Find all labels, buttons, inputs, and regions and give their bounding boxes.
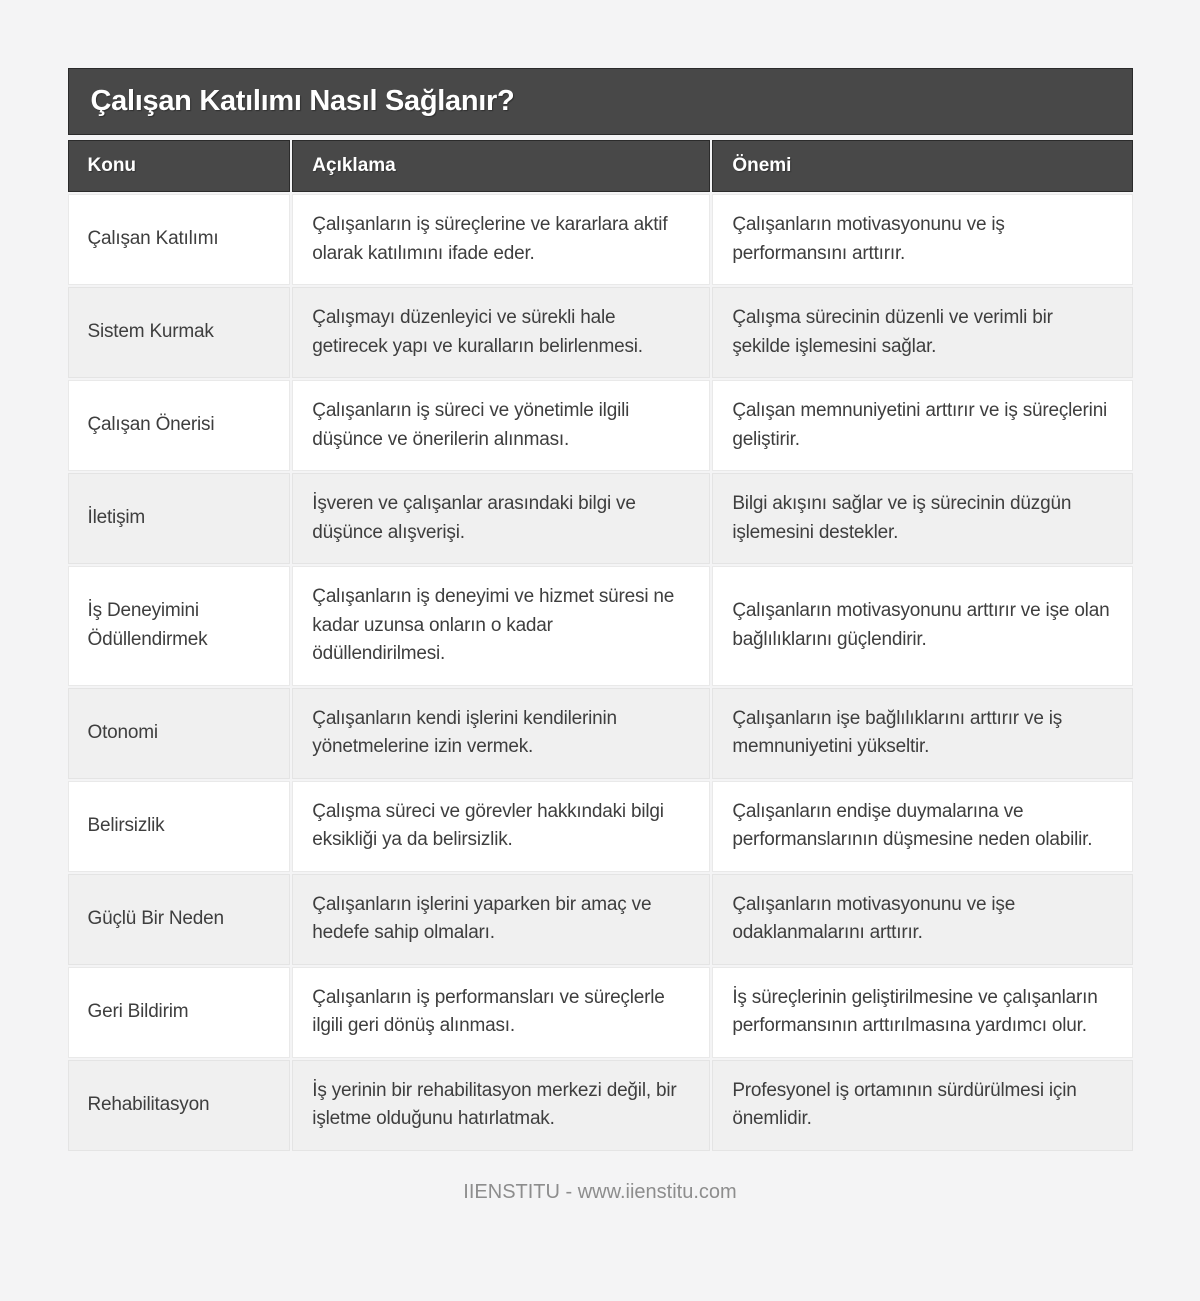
table-row: [68, 781, 1133, 872]
cell-konu: Geri Bildirim: [68, 967, 291, 1058]
cell-aciklama: İşveren ve çalışanlar arasındaki bilgi ve düşünce alışverişi.: [292, 473, 710, 564]
cell-aciklama: Çalışanların iş süreçlerine ve kararlara aktif olarak katılımını ifade eder.: [292, 194, 710, 285]
column-header-konu: Konu: [68, 140, 291, 192]
column-header-onemi: Önemi: [712, 140, 1132, 192]
cell-onemi: Bilgi akışını sağlar ve iş sürecinin düzgün işlemesini destekler.: [712, 473, 1132, 564]
cell-onemi: Çalışanların işe bağlılıklarını arttırır ve iş memnuniyetini yükseltir.: [712, 688, 1132, 779]
cell-onemi: Çalışanların motivasyonunu ve işe odaklanmalarını arttırır.: [712, 874, 1132, 965]
footer-credit: IIENSTITU - www.iienstitu.com: [463, 1180, 737, 1203]
table-row: [68, 688, 1133, 779]
cell-onemi: Çalışan memnuniyetini arttırır ve iş süreçlerini geliştirir.: [712, 380, 1132, 471]
table-row: [68, 287, 1133, 378]
header-row: [68, 140, 1133, 192]
cell-aciklama: Çalışanların iş süreci ve yönetimle ilgili düşünce ve önerilerin alınması.: [292, 380, 710, 471]
page-title: Çalışan Katılımı Nasıl Sağlanır?: [90, 85, 515, 117]
cell-aciklama: Çalışanların işlerini yaparken bir amaç ve hedefe sahip olmaları.: [292, 874, 710, 965]
table-row: [68, 473, 1133, 564]
cell-aciklama: Çalışma süreci ve görevler hakkındaki bilgi eksikliği ya da belirsizlik.: [292, 781, 710, 872]
cell-konu: Çalışan Katılımı: [68, 194, 291, 285]
table-row: [68, 1060, 1133, 1151]
cell-konu: Otonomi: [68, 688, 291, 779]
cell-onemi: Profesyonel iş ortamının sürdürülmesi için önemlidir.: [712, 1060, 1132, 1151]
cell-konu: Belirsizlik: [68, 781, 291, 872]
table-row: [68, 566, 1133, 686]
cell-aciklama: Çalışanların iş deneyimi ve hizmet süresi ne kadar uzunsa onların o kadar ödüllendirilmesi.: [292, 566, 710, 686]
table-title-bar: [68, 68, 1133, 135]
column-header-aciklama: Açıklama: [292, 140, 710, 192]
cell-konu: Güçlü Bir Neden: [68, 874, 291, 965]
table-row: [68, 874, 1133, 965]
table-row: [68, 194, 1133, 285]
cell-onemi: Çalışma sürecinin düzenli ve verimli bir şekilde işlemesini sağlar.: [712, 287, 1132, 378]
table-row: [68, 380, 1133, 471]
content-table: [66, 138, 1135, 1153]
cell-konu: Çalışan Önerisi: [68, 380, 291, 471]
cell-konu: İş Deneyimini Ödüllendirmek: [68, 566, 291, 686]
cell-onemi: Çalışanların motivasyonunu arttırır ve işe olan bağlılıklarını güçlendirir.: [712, 566, 1132, 686]
cell-aciklama: Çalışmayı düzenleyici ve sürekli hale getirecek yapı ve kuralların belirlenmesi.: [292, 287, 710, 378]
cell-aciklama: Çalışanların kendi işlerini kendilerinin yönetmelerine izin vermek.: [292, 688, 710, 779]
table-row: [68, 967, 1133, 1058]
cell-onemi: Çalışanların endişe duymalarına ve performanslarının düşmesine neden olabilir.: [712, 781, 1132, 872]
cell-onemi: İş süreçlerinin geliştirilmesine ve çalışanların performansının arttırılmasına yardımcı olur.: [712, 967, 1132, 1058]
cell-konu: İletişim: [68, 473, 291, 564]
cell-onemi: Çalışanların motivasyonunu ve iş performansını arttırır.: [712, 194, 1132, 285]
cell-konu: Sistem Kurmak: [68, 287, 291, 378]
cell-aciklama: Çalışanların iş performansları ve süreçlerle ilgili geri dönüş alınması.: [292, 967, 710, 1058]
infographic-table: [68, 0, 1133, 1153]
cell-aciklama: İş yerinin bir rehabilitasyon merkezi değil, bir işletme olduğunu hatırlatmak.: [292, 1060, 710, 1151]
cell-konu: Rehabilitasyon: [68, 1060, 291, 1151]
